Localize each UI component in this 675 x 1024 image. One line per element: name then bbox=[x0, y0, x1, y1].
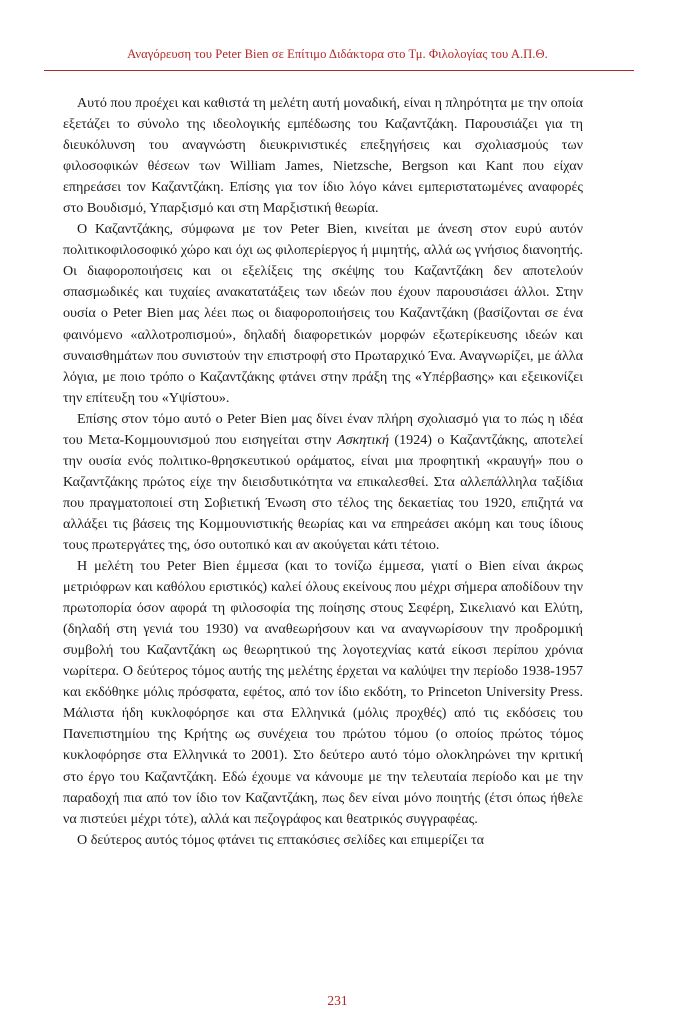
running-header: Αναγόρευση του Peter Bien σε Επίτιμο Διδάκτορα στο Τμ. Φιλολογίας του Α.Π.Θ. bbox=[127, 47, 548, 61]
book-title-askitiki: Ασκητική bbox=[336, 431, 390, 448]
paragraph-3-text-a: Επίσης στον τόμο αυτό ο Peter Bien μας δίνει έναν πλήρη σχολιασμό για το πώς η ιδέα του Μετα-Κομμουνισμού που εισηγείται στην bbox=[63, 410, 583, 448]
paragraph-3 bbox=[63, 409, 583, 556]
paragraph-4: Η μελέτη του Peter Bien έμμεσα (και το τονίζω έμμεσα, γιατί ο Bien είναι άκρως μετριόφρων και καθόλου εριστικός) καλεί όλους εκείνους που μέχρι σήμερα αποδίδουν την πρωτοπορία όσον αφορά τη φιλοσοφία της ποίησης στους Σεφέρη, Σικελιανό και Ελύτη, (δηλαδή στη γενιά του 1930) να αναθεωρήσουν και να αναγνωρίσουν την προδρομική συμβολή του Καζαντζάκη ως θεωρητικού της λογοτεχνίας κατά είκοσι περίπου χρόνια νωρίτερα. Ο δεύτερος τόμος αυτής της μελέτης έρχεται να καλύψει την περίοδο 1938-1957 και εκδόθηκε μόλις πρόσφατα, εφέτος, από τον ίδιο εκδότη, το Princeton University Press. Μάλιστα ήδη κυκλοφόρησε και στα Ελληνικά (μόλις προχθές) από τις εκδόσεις του Πανεπιστημίου της Κρήτης ως συνέχεια του πρώτου τόμου (ο οποίος πρώτος τόμος κυκλοφόρησε στα Ελληνικά το 2001). Στο δεύτερο αυτό τόμο ολοκληρώνει την κριτική στο έργο του Καζαντζάκη. Εδώ έχουμε να κάνουμε με την τελευταία περίοδο και με την παραδοχή πια από τον ίδιο τον Καζαντζάκη, πως δεν είναι μόνο ποιητής (έτσι όπως ήθελε να πιστεύει μέχρι τότε), αλλά και πεζογράφος και θεατρικός συγγραφέας. bbox=[63, 558, 583, 827]
paragraph-5: Ο δεύτερος αυτός τόμος φτάνει τις επτακόσιες σελίδες και επιμερίζει τα bbox=[77, 831, 485, 848]
paragraph-1: Αυτό που προέχει και καθιστά τη μελέτη αυτή μοναδική, είναι η πληρότητα με την οποία εξετάζει το σύνολο της ιδεολογικής εμπέδωσης του Καζαντζάκη. Παρουσιάζει για τη διευκόλυνση του αναγνώστη διευκρινιστικές επεξηγήσεις και σχολιασμούς των φιλοσοφικών θέσεων των William James, Nietzsche, Bergson και Kant που είχαν επηρεάσει τον Καζαντζάκη. Επίσης για τον ίδιο λόγο κάνει εμπεριστατωμένες αναφορές στο Βουδισμό, Υπαρξισμό και στη Μαρξιστική θεωρία. bbox=[63, 95, 583, 217]
paragraph-2: Ο Καζαντζάκης, σύμφωνα με τον Peter Bien, κινείται με άνεση στον ευρύ αυτόν πολιτικοφιλοσοφικό χώρο και όχι ως φιλοπερίεργος ή μιμητής, αλλά ως γνήσιος διανοητής. Οι διαφοροποιήσεις και οι εξελίξεις της σκέψης του Καζαντζάκη δεν αποτελούν σπασμωδικές και τυχαίες ανακατατάξεις των ιδεών που έχουν παρουσιάσει άλλοι. Στην ουσία ο Peter Bien μας λέει πως οι διαφοροποιήσεις του Καζαντζάκη (βασίζονται σε ένα φαινόμενο «αλλοτροπισμού», δηλαδή διαφορετικών μορφών εξωτερίκευσης ιδεών και συναισθημάτων που συνιστούν την επιστροφή στο Πρωταρχικό Ένα. Αναγνωρίζει, με άλλα λόγια, με ποιο τρόπο ο Καζαντζάκης φτάνει στην πράξη της «Υπέρβασης» και εξεικονίζει την επίτευξη του «Υψίστου». bbox=[63, 221, 583, 406]
body-text bbox=[63, 93, 583, 851]
paragraph-3-text-b: (1924) ο Καζαντζάκης, αποτελεί την ουσία ενός πολιτικο-θρησκευτικού οράματος, είναι μια προφητική «κραυγή» που ο Καζαντζάκης πρώτος είχε την διεισδυτικότητα να επικαλεσθεί. Στα αλλεπάλληλα ταξίδια που πραγματοποιεί στη Σοβιετική Ένωση στο τέλος της δεκαετίας του 1920, επιζητά να αλλάξει τις βάσεις της Κομμουνιστικής θεωρίας και να επηρεάσει ακόμη και τους ίδιους τους πρωτεργάτες της, όσο ουτοπικό και αν ακούγεται κάτι τέτοιο. bbox=[63, 431, 583, 553]
header-rule bbox=[44, 70, 634, 71]
page-number: 231 bbox=[327, 993, 348, 1008]
